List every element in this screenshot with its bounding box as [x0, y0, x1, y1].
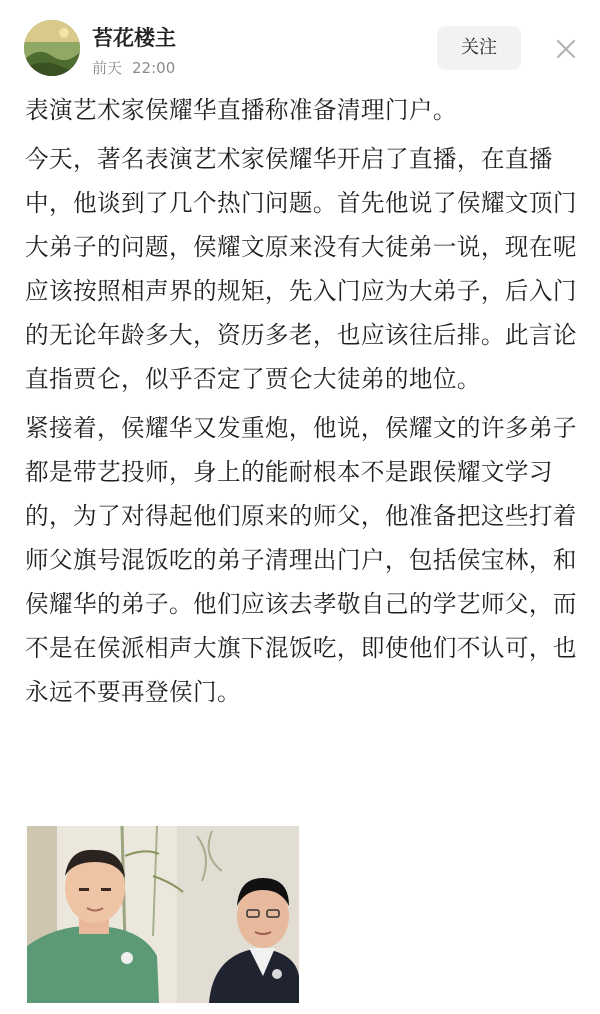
- article-paragraph: 今天，著名表演艺术家侯耀华开启了直播，在直播中，他谈到了几个热门问题。首先他说了侯耀文顶门大弟子的问题，侯耀文原来没有大徒弟一说，现在呢应该按照相声界的规矩，先入门应为大弟子，后入门的无论年龄多大，资历多老，也应该往后排。此言论直指贾仑，似乎否定了贾仑大徒弟的地位。: [25, 145, 577, 393]
- follow-button[interactable]: 关注: [437, 26, 521, 70]
- author-avatar[interactable]: [24, 20, 80, 76]
- post-clock: 22:00: [132, 59, 176, 77]
- author-name[interactable]: 苔花楼主: [92, 26, 176, 50]
- article-body: [25, 88, 577, 719]
- close-icon[interactable]: [553, 36, 579, 62]
- post-day: 前天: [92, 59, 123, 77]
- post-time: [92, 57, 185, 78]
- post-header: [0, 0, 600, 88]
- avatar-image: [24, 20, 80, 76]
- livestream-photo: [27, 826, 299, 1003]
- article-image[interactable]: [27, 826, 299, 1003]
- article-paragraph: 紧接着，侯耀华又发重炮，他说，侯耀文的许多弟子都是带艺投师，身上的能耐根本不是跟侯耀文学习的，为了对得起他们原来的师父，他准备把这些打着师父旗号混饭吃的弟子清理出门户，包括侯宝林，和侯耀华的弟子。他们应该去孝敬自己的学艺师父，而不是在侯派相声大旗下混饭吃，即使他们不认可，也永远不要再登侯门。: [25, 414, 577, 706]
- article-paragraph-title: 表演艺术家侯耀华直播称准备清理门户。: [25, 96, 457, 124]
